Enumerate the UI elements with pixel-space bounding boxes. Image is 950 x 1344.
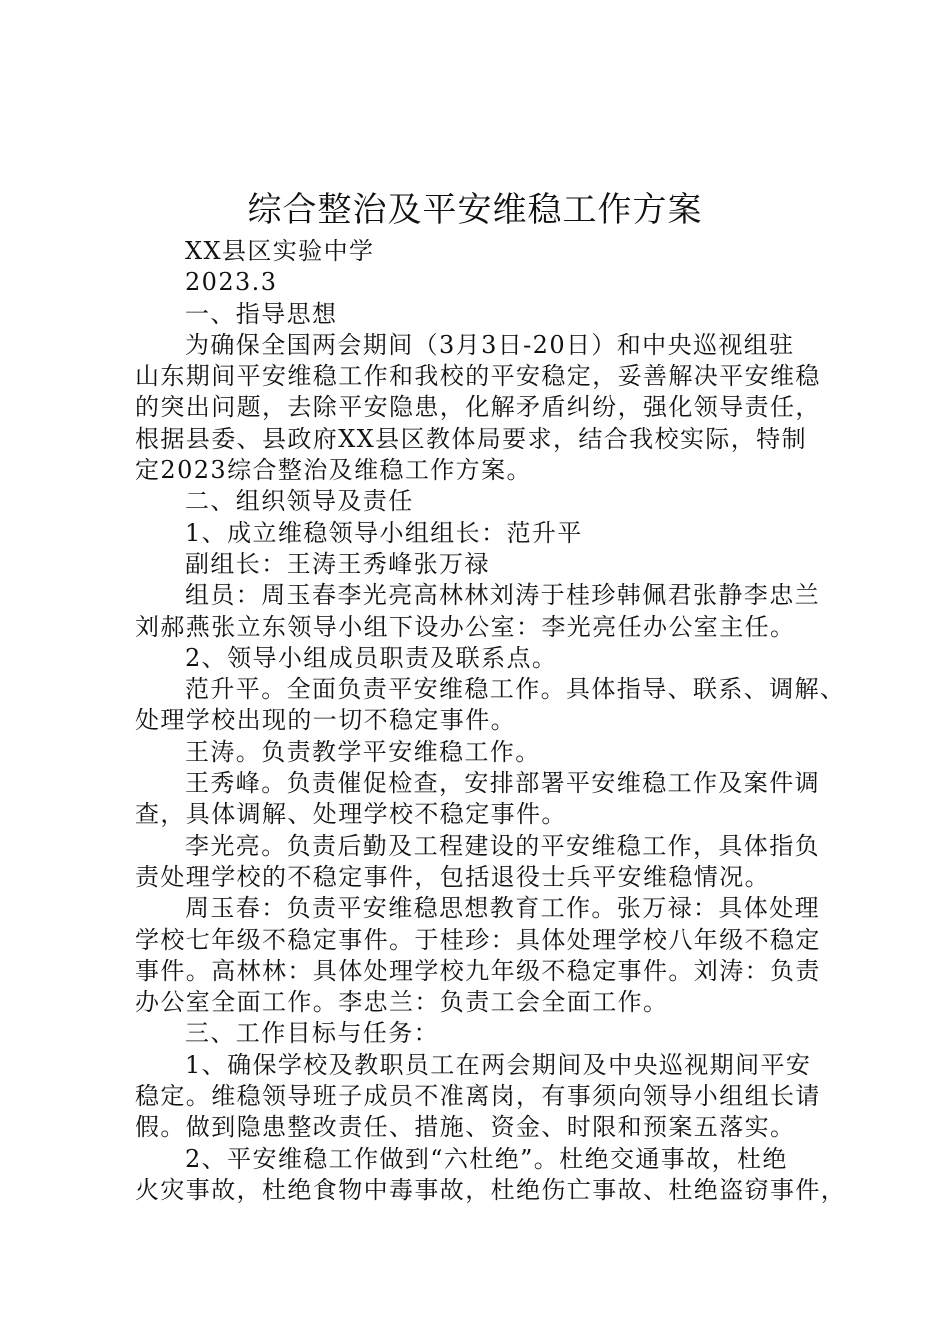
text-line: 1、成立维稳领导小组组长：范升平 [185, 518, 583, 547]
text-line: 三、工作目标与任务： [185, 1019, 439, 1048]
text-line: 李光亮。负责后勤及工程建设的平安维稳工作，具体指负 [185, 831, 820, 860]
paragraph [135, 1144, 855, 1207]
text-line: 假。做到隐患整改责任、措施、资金、时限和预案五落实。 [135, 1113, 796, 1142]
text-line: 王秀峰。负责催促检查，安排部署平安维稳工作及案件调 [185, 769, 820, 798]
paragraph [135, 1050, 855, 1144]
text-line: 2、平安维稳工作做到“六杜绝”。杜绝交通事故，杜绝 [185, 1144, 788, 1173]
paragraph [135, 518, 855, 549]
paragraph [135, 299, 855, 330]
paragraph [135, 486, 855, 517]
text-line: 山东期间平安维稳工作和我校的平安稳定，妥善解决平安维稳 [135, 362, 821, 391]
document-body [135, 236, 855, 1206]
paragraph [135, 737, 855, 768]
text-line: 责处理学校的不稳定事件，包括退役士兵平安维稳情况。 [135, 862, 770, 891]
document-title: 综合整治及平安维稳工作方案 [247, 190, 703, 230]
paragraph [135, 1018, 855, 1049]
text-line: 定2023综合整治及维稳工作方案。 [135, 456, 532, 485]
text-line: 刘郝燕张立东领导小组下设办公室：李光亮任办公室主任。 [135, 612, 796, 641]
text-line: 王涛。负责教学平安维稳工作。 [185, 737, 541, 766]
paragraph [135, 236, 855, 267]
paragraph [135, 768, 855, 831]
text-line: 稳定。维稳领导班子成员不准离岗，有事须向领导小组组长请 [135, 1082, 821, 1111]
text-line: 根据县委、县政府XX县区教体局要求，结合我校实际，特制 [135, 424, 807, 453]
text-line: 2023.3 [185, 268, 278, 297]
text-line: 周玉春：负责平安维稳思想教育工作。张万禄：具体处理 [185, 894, 820, 923]
paragraph [135, 643, 855, 674]
paragraph [135, 549, 855, 580]
text-line: 副组长：王涛王秀峰张万禄 [185, 549, 490, 578]
text-line: 2、领导小组成员职责及联系点。 [185, 643, 558, 672]
text-line: 查，具体调解、处理学校不稳定事件。 [135, 800, 567, 829]
text-line: 的突出问题，去除平安隐患，化解矛盾纠纷，强化领导责任， [135, 393, 821, 422]
paragraph [135, 580, 855, 643]
paragraph [135, 831, 855, 894]
paragraph [135, 267, 855, 298]
paragraph [135, 330, 855, 486]
text-line: 火灾事故，杜绝食物中毒事故，杜绝伤亡事故、杜绝盗窃事件， [135, 1175, 847, 1204]
text-line: 事件。高林林：具体处理学校九年级不稳定事件。刘涛：负责 [135, 956, 821, 985]
text-line: 学校七年级不稳定事件。于桂珍：具体处理学校八年级不稳定 [135, 925, 821, 954]
paragraph [135, 893, 855, 1018]
text-line: 一、指导思想 [185, 299, 338, 328]
text-line: 范升平。全面负责平安维稳工作。具体指导、联系、调解、 [185, 675, 846, 704]
text-line: 办公室全面工作。李忠兰：负责工会全面工作。 [135, 988, 669, 1017]
text-line: 处理学校出现的一切不稳定事件。 [135, 706, 516, 735]
text-line: XX县区实验中学 [185, 237, 375, 265]
paragraph [135, 674, 855, 737]
text-line: 为确保全国两会期间（3月3日-20日）和中央巡视组驻 [185, 330, 795, 359]
text-line: 组员：周玉春李光亮高林林刘涛于桂珍韩佩君张静李忠兰 [185, 581, 820, 610]
text-line: 二、组织领导及责任 [185, 487, 414, 516]
text-line: 1、确保学校及教职员工在两会期间及中央巡视期间平安 [185, 1050, 812, 1079]
